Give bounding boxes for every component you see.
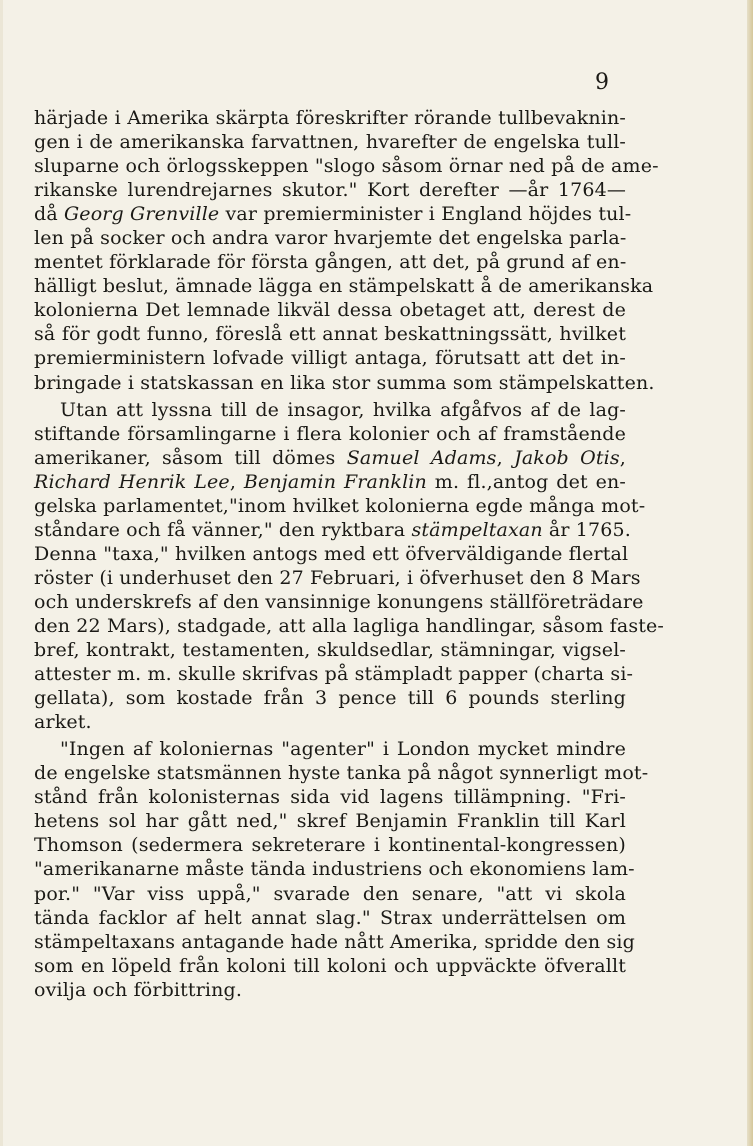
text-line: len på socker och andra varor hvarjemte det engelska parla- (34, 227, 627, 250)
text-line: gen i de amerikanska farvattnen, hvarefter de engelska tull- (34, 131, 626, 154)
text-line: arket. (34, 711, 92, 734)
text-line: "amerikanarne måste tända industriens och ekonomiens lam- (34, 858, 635, 881)
text-line: Denna "taxa," hvilken antogs med ett öfverväldigande flertal (34, 542, 629, 565)
page-number: 9 (595, 70, 609, 95)
text-line: den 22 Mars), stadgade, att alla lagliga handlingar, såsom faste- (34, 614, 664, 637)
italic-name: Georg Grenville (63, 203, 220, 226)
text-line: då Georg Grenville var premierminister i England höjdes tul- (34, 203, 632, 226)
text-line: tända facklor af helt annat slag." Strax underrättelsen om (34, 906, 626, 929)
text-line: hetens sol har gått ned," skref Benjamin Franklin till Karl (34, 810, 626, 833)
text-line: härjade i Amerika skärpta föreskrifter rörande tullbevaknin- (34, 107, 626, 129)
text-line: gelska parlamentet,"inom hvilket kolonierna egde många mot- (34, 494, 646, 517)
text-line: de engelske statsmännen hyste tanka på något synnerligt mot- (34, 762, 649, 785)
italic-name: Benjamin Franklin (243, 470, 427, 493)
italic-name: Samuel Adams (346, 446, 497, 469)
text-line: ovilja och förbittring. (34, 978, 243, 1001)
text-line: ståndare och få vänner," den ryktbara stämpeltaxan år 1765. (34, 518, 631, 541)
text-line: kolonierna Det lemnade likväl dessa obetaget att, derest de (34, 299, 626, 322)
text-line: bref, kontrakt, testamenten, skuldsedlar, stämningar, vigsel- (34, 639, 626, 662)
page-right-edge (747, 0, 753, 1146)
text-line: sluparne och örlogsskeppen "slogo såsom örnar ned på de ame- (34, 155, 659, 178)
text-line: så för godt funno, föreslå ett annat beskattningssätt, hvilket (34, 323, 626, 346)
text-line: attester m. m. skulle skrifvas på stämpladt papper (charta si- (34, 663, 634, 686)
text-line: som en löpeld från koloni till koloni och uppväckte öfverallt (34, 954, 626, 977)
text-line: och underskrefs af den vansinnige konungens ställföreträdare (34, 590, 644, 613)
text-line: Richard Henrik Lee, Benjamin Franklin m. fl.,antog det en- (34, 470, 626, 493)
page-left-edge (0, 0, 3, 1146)
paragraph-3 (34, 737, 649, 1002)
text-line: röster (i underhuset den 27 Februari, i öfverhuset den 8 Mars (34, 566, 641, 589)
text-line: Thomson (sedermera sekreterare i kontinental-kongressen) (34, 834, 626, 857)
text-line: bringade i statskassan en lika stor summa som stämpelskatten. (34, 371, 655, 394)
text-line: Utan att lyssna till de insagor, hvilka afgåfvos af de lag- (60, 398, 626, 421)
text-line: rikanske lurendrejarnes skutor." Kort derefter —år 1764— (34, 179, 626, 202)
body-text (34, 106, 664, 1002)
text-line: stiftande församlingarne i flera kolonier och af framstående (34, 422, 626, 445)
text-line: gellata), som kostade från 3 pence till 6 pounds sterling (34, 687, 626, 710)
paragraph-1 (34, 106, 659, 395)
italic-name: stämpeltaxan (411, 518, 543, 541)
text-line: amerikaner, såsom till dömes Samuel Adams, Jakob Otis, (34, 446, 626, 469)
text-line: stånd från kolonisternas sida vid lagens tillämpning. "Fri- (34, 786, 626, 809)
text-line: stämpeltaxans antagande hade nått Amerika, spridde den sig (34, 930, 635, 953)
italic-name: Jakob Otis (514, 446, 620, 469)
text-line: hälligt beslut, ämnade lägga en stämpelskatt å de amerikanska (34, 275, 654, 298)
italic-name: Richard Henrik Lee (34, 470, 230, 493)
text-line: premierministern lofvade villigt antaga, förutsatt att det in- (34, 347, 626, 370)
paragraph-2 (34, 398, 664, 735)
text-line: mentet förklarade för första gången, att det, på grund af en- (34, 251, 627, 274)
text-line: por." "Var viss uppå," svarade den senare, "att vi skola (34, 882, 626, 905)
text-line: "Ingen af koloniernas "agenter" i London mycket mindre (60, 738, 626, 761)
